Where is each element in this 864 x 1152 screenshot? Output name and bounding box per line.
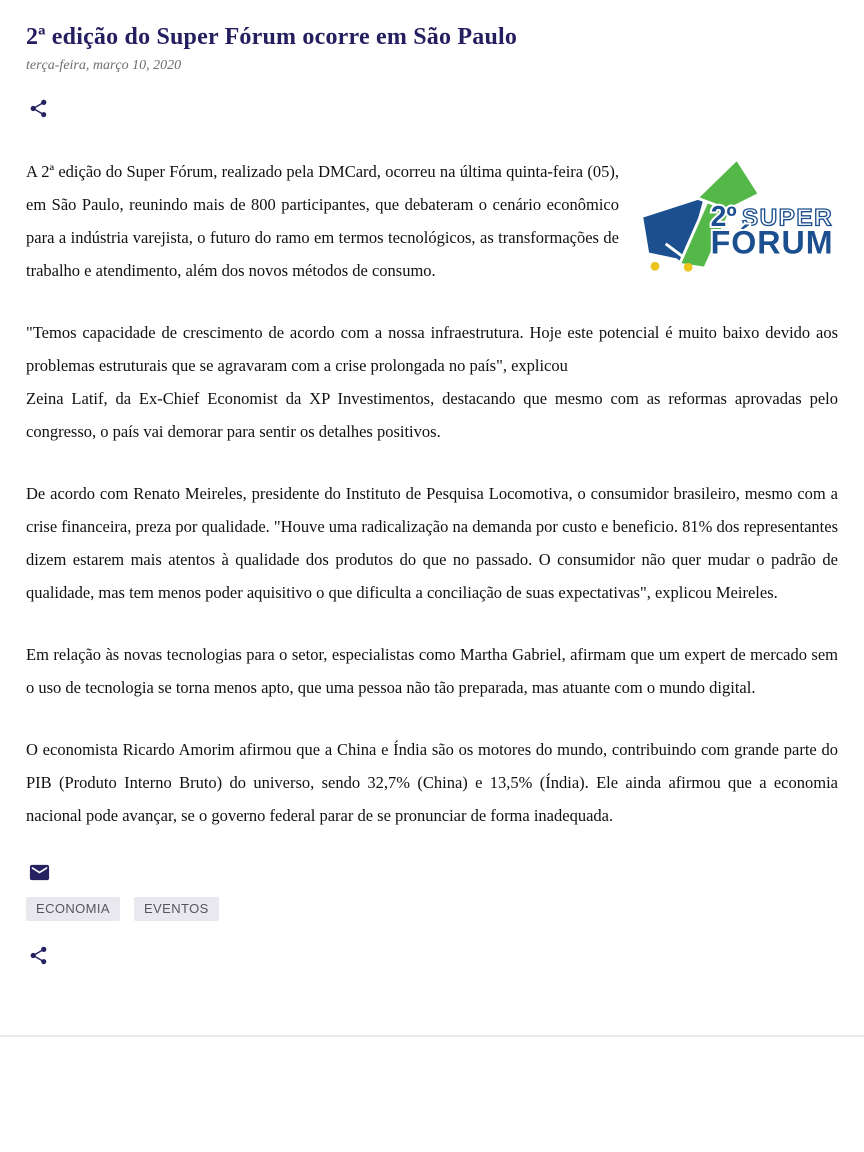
super-forum-logo-image <box>633 155 838 277</box>
post-title: 2ª edição do Super Fórum ocorre em São Paulo <box>26 24 518 50</box>
share-icon <box>28 98 49 119</box>
email-row <box>28 861 838 889</box>
super-forum-logo[interactable] <box>633 155 838 277</box>
post-date: terça-feira, março 10, 2020 <box>26 57 182 73</box>
post-labels <box>26 897 838 921</box>
logo-prefix: 2º <box>710 199 737 232</box>
post-footer-divider <box>0 1035 864 1037</box>
share-button-bottom[interactable] <box>28 945 49 966</box>
post-body <box>26 155 838 832</box>
cart-wheel-left <box>651 261 660 270</box>
email-button[interactable] <box>28 861 51 884</box>
logo-word-forum: FÓRUM <box>710 224 834 261</box>
paragraph-2-line-1: "Temos capacidade de crescimento de acordo com a nossa infraestrutura. Hoje este potencial é muito baixo devido aos problemas estruturais que se agravaram com a crise prolongada no país", explicou <box>26 322 838 375</box>
paragraph-2 <box>26 316 838 448</box>
paragraph-3: De acordo com Renato Meireles, presidente do Instituto de Pesquisa Locomotiva, o consumidor brasileiro, mesmo com a crise financeira, preza por qualidade. "Houve uma radicalização na demanda por custo e beneficio. 81% dos representantes dizem estarem mais atentos à qualidade dos produtos do que no passado. O consumidor não quer mudar o padrão de qualidade, mas tem menos poder aquisitivo o que dificulta a conciliação de suas expectativas", explicou Meireles. <box>26 483 838 602</box>
share-icon <box>28 945 49 966</box>
cart-wheel-right <box>684 262 693 271</box>
email-icon <box>28 861 51 884</box>
tag-economia[interactable]: ECONOMIA <box>26 897 120 921</box>
paragraph-1: A 2ª edição do Super Fórum, realizado pela DMCard, ocorreu na última quinta-feira (05), em São Paulo, reunindo mais de 800 participantes, que debateram o cenário econômico para a indústria varejista, o futuro do ramo em termos tecnológicos, as transformações de trabalho e atendimento, além dos novos métodos de consumo. <box>26 161 619 280</box>
tag-eventos[interactable]: EVENTOS <box>134 897 219 921</box>
paragraph-5: O economista Ricardo Amorim afirmou que a China e Índia são os motores do mundo, contribuindo com grande parte do PIB (Produto Interno Bruto) do universo, sendo 32,7% (China) e 13,5% (Índia). Ele ainda afirmou que a economia nacional pode avançar, se o governo federal parar de se pronunciar de forma inadequada. <box>26 739 838 825</box>
share-button[interactable] <box>28 98 49 119</box>
paragraph-2-line-2: Zeina Latif, da Ex-Chief Economist da XP Investimentos, destacando que mesmo com as reformas aprovadas pelo congresso, o país vai demorar para sentir os detalhes positivos. <box>26 388 838 441</box>
logo-word-super: SUPER <box>741 203 834 231</box>
paragraph-4: Em relação às novas tecnologias para o setor, especialistas como Martha Gabriel, afirmam que um expert de mercado sem o uso de tecnologia se torna menos apto, que uma pessoa não tão preparada, mas atuante com o mundo digital. <box>26 644 838 697</box>
